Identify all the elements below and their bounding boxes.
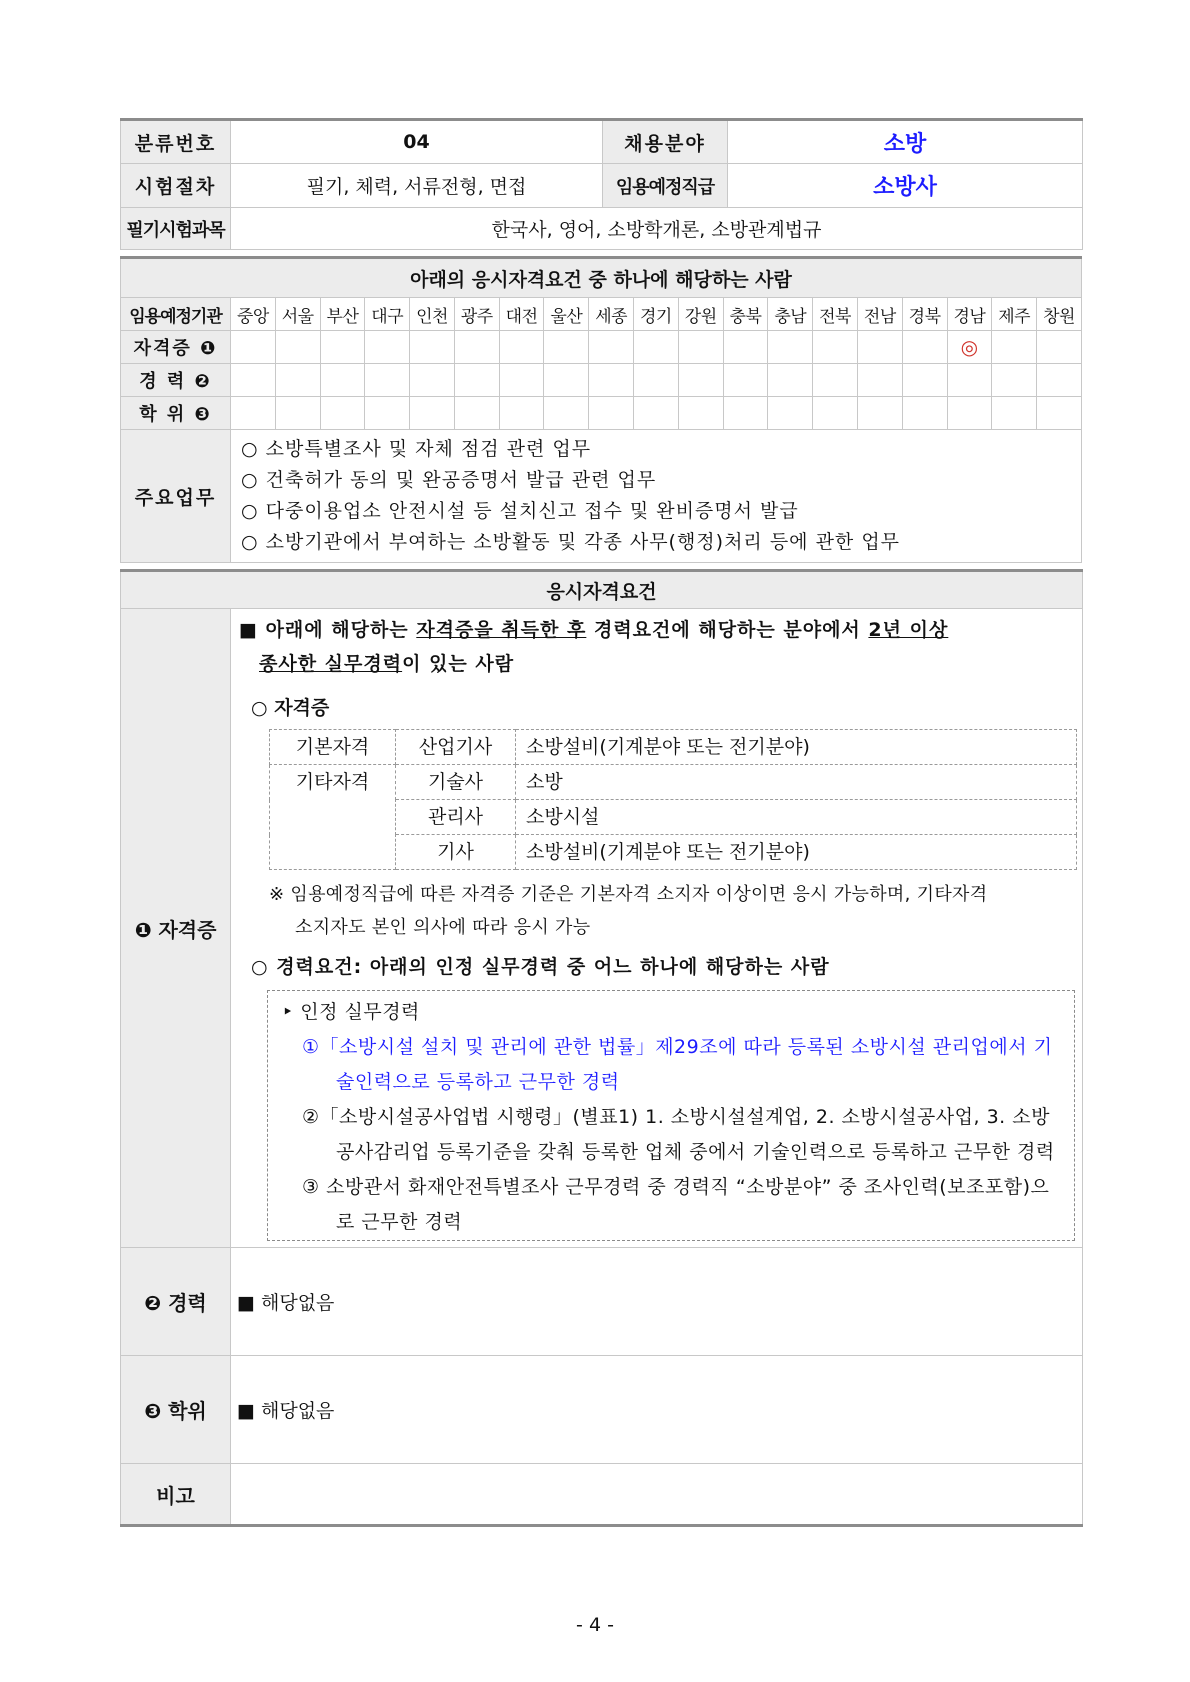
region-name: 대구 xyxy=(365,298,410,331)
cert-basic-label: 기본자격 xyxy=(270,730,396,765)
region-name: 서울 xyxy=(275,298,320,331)
grid-cell xyxy=(902,397,947,430)
cert-heading: ○ 자격증 xyxy=(251,697,330,719)
grid-cell xyxy=(902,331,947,364)
duty-item: ○ 소방특별조사 및 자체 점검 관련 업무 xyxy=(241,438,592,460)
grid-cell xyxy=(320,331,365,364)
region-name: 울산 xyxy=(544,298,589,331)
grid-cell xyxy=(813,397,858,430)
grid-cell xyxy=(410,364,455,397)
grid-cell xyxy=(589,364,634,397)
grid-cell xyxy=(231,331,276,364)
grid-cell xyxy=(902,364,947,397)
cert-intro-end: 이 있는 사람 xyxy=(402,653,515,675)
subjects-label: 필기시험과목 xyxy=(121,208,231,250)
region-name: 강원 xyxy=(678,298,723,331)
procedure-label: 시험절차 xyxy=(121,164,231,208)
region-name: 전북 xyxy=(813,298,858,331)
grid-row xyxy=(121,364,1082,397)
grid-cell: ◎ xyxy=(947,331,992,364)
grid-cell xyxy=(589,397,634,430)
grid-cell xyxy=(857,364,902,397)
page-number: - 4 - xyxy=(576,1614,614,1636)
cert-table xyxy=(269,729,1077,870)
grid-cell xyxy=(947,364,992,397)
duty-item: ○ 다중이용업소 안전시설 등 설치신고 접수 및 완비증명서 발급 xyxy=(241,500,799,522)
cert-content xyxy=(231,609,1083,1248)
region-name: 충남 xyxy=(768,298,813,331)
grid-cell xyxy=(723,331,768,364)
duty-item: ○ 건축허가 동의 및 완공증명서 발급 관련 업무 xyxy=(241,469,657,491)
grid-cell xyxy=(275,364,320,397)
grid-cell xyxy=(723,364,768,397)
region-name: 광주 xyxy=(454,298,499,331)
duty-item: ○ 소방기관에서 부여하는 소방활동 및 각종 사무(행정)처리 등에 관한 업무 xyxy=(241,531,901,553)
grid-cell xyxy=(365,331,410,364)
grid-cell xyxy=(410,331,455,364)
cert-name: 소방시설 xyxy=(516,800,1077,835)
grid-cell xyxy=(768,331,813,364)
document-page xyxy=(120,118,1082,1527)
region-name: 경기 xyxy=(634,298,679,331)
requirements-title: 응시자격요건 xyxy=(121,571,1083,609)
experience-box xyxy=(267,990,1075,1241)
grid-cell xyxy=(589,331,634,364)
grid-cell xyxy=(857,331,902,364)
region-name: 충북 xyxy=(723,298,768,331)
cert-name: 소방설비(기계분야 또는 전기분야) xyxy=(516,730,1077,765)
classification-label: 분류번호 xyxy=(121,120,231,164)
grid-cell xyxy=(454,331,499,364)
grid-cell xyxy=(857,397,902,430)
field-label: 채용분야 xyxy=(603,120,728,164)
grid-cell xyxy=(544,364,589,397)
degree-value: ■ 해당없음 xyxy=(231,1356,1083,1464)
region-name: 창원 xyxy=(1037,298,1082,331)
grid-cell xyxy=(499,331,544,364)
grid-cell xyxy=(1037,364,1082,397)
grid-cell xyxy=(1037,397,1082,430)
grid-cell xyxy=(365,364,410,397)
cert-intro-mid: 경력요건에 해당하는 분야에서 xyxy=(586,619,869,641)
cert-other-label: 기타자격 xyxy=(270,765,396,870)
region-name: 전남 xyxy=(857,298,902,331)
region-table xyxy=(120,256,1082,563)
grid-cell xyxy=(231,397,276,430)
grid-cell xyxy=(1037,331,1082,364)
region-label: 임용예정기관 xyxy=(121,298,231,331)
region-name: 부산 xyxy=(320,298,365,331)
grid-cell xyxy=(499,364,544,397)
grid-cell xyxy=(320,397,365,430)
classification-value: 04 xyxy=(231,120,603,164)
grid-cell xyxy=(678,331,723,364)
cert-type: 기술사 xyxy=(396,765,516,800)
grid-cell xyxy=(454,364,499,397)
cert-type: 관리사 xyxy=(396,800,516,835)
grid-cell xyxy=(544,331,589,364)
grid-cell xyxy=(275,331,320,364)
cert-type: 기사 xyxy=(396,835,516,870)
grid-cell xyxy=(768,397,813,430)
grid-cell xyxy=(678,364,723,397)
experience-heading: ○ 경력요건: 아래의 인정 실무경력 중 어느 하나에 해당하는 사람 xyxy=(251,956,830,978)
grid-cell xyxy=(813,331,858,364)
duties-label: 주요업무 xyxy=(121,430,231,563)
career-value: ■ 해당없음 xyxy=(231,1248,1083,1356)
grid-cell xyxy=(947,397,992,430)
region-name: 경북 xyxy=(902,298,947,331)
grid-row-label: 학 위 ❸ xyxy=(121,397,231,430)
requirements-table xyxy=(120,569,1083,1527)
procedure-value: 필기, 체력, 서류전형, 면접 xyxy=(231,164,603,208)
cert-intro-underline-2: 2년 이상 xyxy=(868,619,949,641)
field-value: 소방 xyxy=(728,120,1083,164)
grid-cell xyxy=(723,397,768,430)
remarks-value xyxy=(231,1464,1083,1526)
subjects-value: 한국사, 영어, 소방학개론, 소방관계법규 xyxy=(231,208,1083,250)
cert-name: 소방설비(기계분야 또는 전기분야) xyxy=(516,835,1077,870)
experience-item: ②「소방시설공사업법 시행령」(별표1) 1. 소방시설설계업, 2. 소방시설공사업, 3. 소방공사감리업 등록기준을 갖춰 등록한 업체 중에서 기술인력으로 등록하고 근무한 경력 xyxy=(302,1106,1055,1163)
eligibility-banner: 아래의 응시자격요건 중 하나에 해당하는 사람 xyxy=(121,258,1082,298)
grid-cell xyxy=(231,364,276,397)
grid-cell xyxy=(320,364,365,397)
grid-cell xyxy=(275,397,320,430)
grid-row xyxy=(121,397,1082,430)
grid-row-label: 경 력 ❷ xyxy=(121,364,231,397)
grid-row xyxy=(121,331,1082,364)
region-name: 대전 xyxy=(499,298,544,331)
region-name: 세종 xyxy=(589,298,634,331)
duties-list xyxy=(231,430,1082,563)
grid-cell xyxy=(992,397,1037,430)
cert-label: ❶ 자격증 xyxy=(121,609,231,1248)
grid-row-label: 자격증 ❶ xyxy=(121,331,231,364)
grid-cell xyxy=(678,397,723,430)
grid-cell xyxy=(499,397,544,430)
grid-cell xyxy=(992,364,1037,397)
remarks-label: 비고 xyxy=(121,1464,231,1526)
career-label: ❷ 경력 xyxy=(121,1248,231,1356)
info-table xyxy=(120,118,1083,250)
experience-item: ③ 소방관서 화재안전특별조사 근무경력 중 경력직 “소방분야” 중 조사인력(보조포함)으로 근무한 경력 xyxy=(302,1176,1050,1233)
experience-item: ①「소방시설 설치 및 관리에 관한 법률」제29조에 따라 등록된 소방시설 관리업에서 기술인력으로 등록하고 근무한 경력 xyxy=(302,1036,1053,1093)
region-name: 중앙 xyxy=(231,298,276,331)
grid-cell xyxy=(410,397,455,430)
cert-note-line2: 소지자도 본인 의사에 따라 응시 가능 xyxy=(295,917,591,938)
region-name: 인천 xyxy=(410,298,455,331)
region-header-row xyxy=(121,298,1082,331)
region-name: 경남 xyxy=(947,298,992,331)
grid-cell xyxy=(768,364,813,397)
grid-cell xyxy=(634,331,679,364)
cert-type: 산업기사 xyxy=(396,730,516,765)
cert-note-line1: ※ 임용예정직급에 따른 자격증 기준은 기본자격 소지자 이상이면 응시 가능하며, 기타자격 xyxy=(269,884,988,905)
grid-cell xyxy=(454,397,499,430)
grid-cell xyxy=(634,364,679,397)
cert-name: 소방 xyxy=(516,765,1077,800)
grid-cell xyxy=(544,397,589,430)
cert-intro-underline-3: 종사한 실무경력 xyxy=(259,653,403,675)
degree-label: ❸ 학위 xyxy=(121,1356,231,1464)
experience-title: ‣ 인정 실무경력 xyxy=(282,1001,420,1023)
cert-intro-underline-1: 자격증을 취득한 후 xyxy=(416,619,587,641)
grade-label: 임용예정직급 xyxy=(603,164,728,208)
grid-cell xyxy=(365,397,410,430)
grid-cell xyxy=(634,397,679,430)
grid-cell xyxy=(813,364,858,397)
grid-cell xyxy=(992,331,1037,364)
region-name: 제주 xyxy=(992,298,1037,331)
grade-value: 소방사 xyxy=(728,164,1083,208)
cert-intro-bullet: ■ 아래에 해당하는 xyxy=(239,619,417,641)
